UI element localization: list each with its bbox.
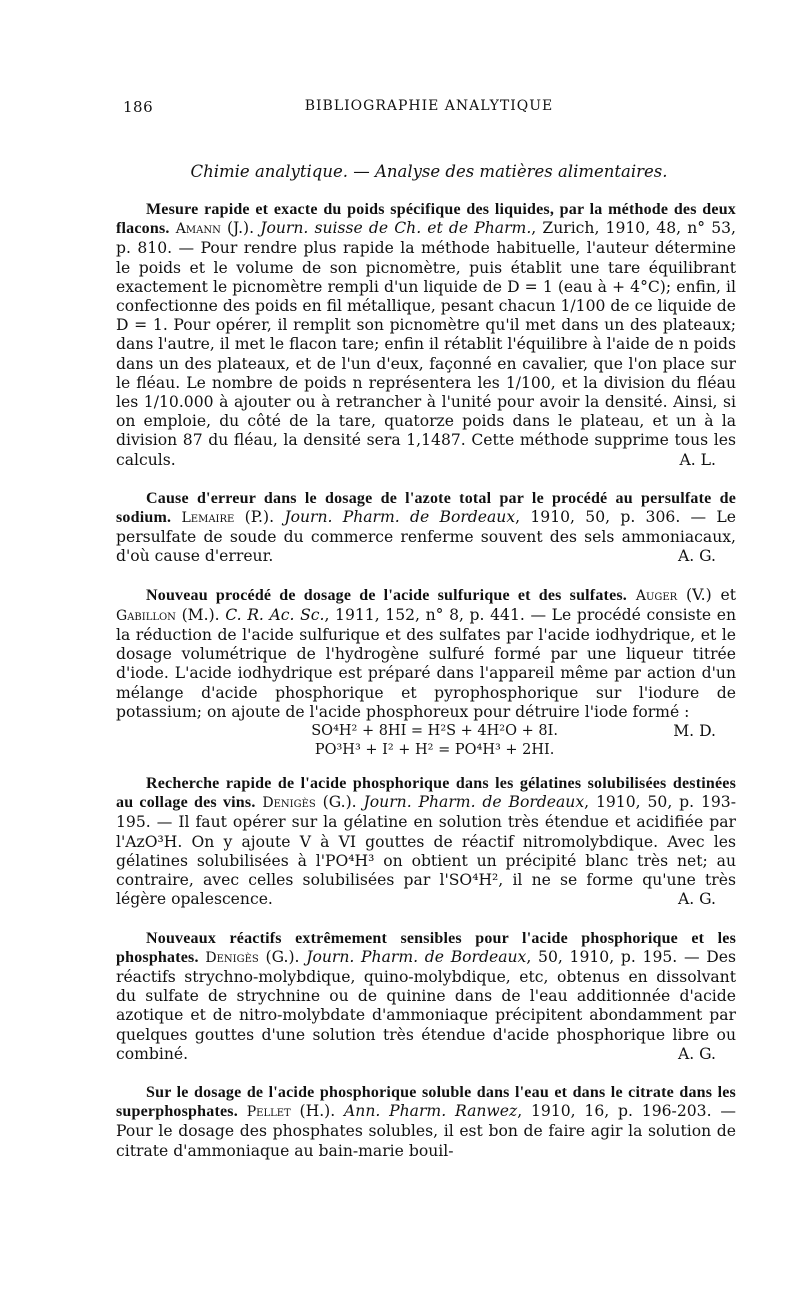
article-body: — Pour le dosage des phosphates solubles, il est bon de faire agir la solution de citrate d'ammoniaque au bain-marie bouil- [116,1102,736,1160]
article-source: C. R. Ac. Sc. [225,605,325,624]
article-citation: , 1911, 152, n° 8, p. 441. [324,605,525,624]
article-5 [116,929,736,1064]
article-body: — Il faut opérer sur la gélatine en solution très étendue et acidifiée par l'AzO³H. On y ajoute V à VI gouttes de réactif nitromolybdique. Avec les gélatines solubilisées à l'PO⁴H³ on obtient un précipité blanc très net; au contraire, avec celles solubilisées par l'SO⁴H², il ne se forme qu'une très légère opalescence. [116,813,736,909]
article-signature: A. G. [677,547,716,566]
article-author: Amann [175,221,221,238]
article-author-initial: (J.). [226,219,255,238]
article-body: — Des réactifs strychno-molybdique, quino-molybdique, etc, obtenus en dissolvant du sulfate de strychnine ou de quinine dans de l'eau additionnée d'acide azotique et de nitro-molybdate d'ammoniaque précipitent abondamment par quelques gouttes d'une solution très étendue d'acide phosphorique libre ou combiné. [116,947,736,1063]
article-citation: , 50, 1910, p. 195. [526,947,678,966]
article-title: Sur le dosage de l'acide phosphorique soluble dans l'eau et dans le citrate dans les superphosphates. [116,1083,736,1121]
article-signature: A. G. [677,890,716,909]
article-author: Lemaire [181,510,235,527]
formula-line: SO⁴H² + 8HI = H²S + 4H²O + 8I. [311,723,558,740]
article-title: Cause d'erreur dans le dosage de l'azote total par le procédé au persulfate de sodium. [116,489,736,527]
article-author-initial: (G.). [265,947,300,966]
article-citation: , 1910, 50, p. 193-195. [116,793,736,832]
article-signature: M. D. [673,722,716,741]
article-author: Denigès [262,795,316,812]
page-number: 186 [123,98,154,116]
article-body: — Le persulfate de soude du commerce renferme souvent des sels ammoniacaux, d'où cause d'erreur. [116,508,736,566]
article-citation: , 1910, 16, p. 196-203. [517,1102,712,1121]
article-author-initial: (P.). [244,508,275,527]
section-title: Chimie analytique. — Analyse des matières alimentaires. [190,162,668,181]
article-4 [116,774,736,909]
article-author-initial: (G.). [322,793,357,812]
article-citation: , 1910, 50, p. 306. [515,508,681,527]
page-header [123,98,735,118]
article-title: Nouveaux réactifs extrêmement sensibles pour l'acide phosphorique et les phosphates. [116,929,736,966]
article-1 [116,200,736,470]
article-body: — Le procédé consiste en la réduction de l'acide sulfurique et des sulfates par l'acide iodhydrique, et le dosage volumétrique de l'hydrogène sulfuré formé par une liqueur titrée d'iode. L'acide iodhydrique est préparé dans l'appareil même par action d'un mélange d'acide phosphorique et pyrophosphorique sur l'iodure de potassium; on ajoute de l'acide phosphoreux pour détruire l'iode formé : [116,605,736,721]
running-title: BIBLIOGRAPHIE ANALYTIQUE [304,98,554,114]
article-source: Journ. suisse de Ch. et de Pharm. [260,219,532,238]
article-author-2: Gabillon [116,607,176,624]
article-citation: , Zurich, 1910, 48, n° 53, p. 810. [116,219,737,258]
formula-line: PO³H³ + I² + H² = PO⁴H³ + 2HI. [314,742,555,759]
article-list [116,200,736,1180]
article-author: Auger [635,587,678,604]
article-author-2-initial: (M.). [181,605,220,624]
article-6 [116,1083,736,1161]
article-source: Journ. Pharm. de Bordeaux [306,947,527,966]
article-author-initial: (H.). [299,1102,336,1121]
article-title: Recherche rapide de l'acide phosphorique dans les gélatines solubilisées destinées au collage des vins. [116,775,736,812]
article-signature: A. G. [677,1044,716,1063]
article-source: Journ. Pharm. de Bordeaux [284,508,516,527]
article-2 [116,489,736,567]
article-source: Journ. Pharm. de Bordeaux [363,793,585,812]
article-author-initial: (V.) et [686,585,736,604]
article-title: Nouveau procédé de dosage de l'acide sulfurique et des sulfates. [146,586,627,604]
article-title: Mesure rapide et exacte du poids spécifique des liquides, par la méthode des deux flacons. [116,201,736,238]
article-source: Ann. Pharm. Ranwez [344,1102,518,1121]
article-signature: A. L. [679,450,716,469]
article-author: Pellet [246,1104,291,1121]
article-author: Denigès [205,949,259,966]
article-body: — Pour rendre plus rapide la méthode habituelle, l'auteur détermine le poids et le volume de son picnomètre, puis établit une tare équilibrant exactement le picnomètre rempli d'un liquide de D = 1 (eau à + 4°C); enfin, il confectionne des poids en fil métallique, pesant chacun 1/100 de ce liquide de D = 1. Pour opérer, il remplit son picnomètre qu'il met dans un des plateaux; dans l'autre, il met le flacon tare; enfin il rétablit l'équilibre à l'aide de n poids dans un des plateaux, et de l'un d'eux, façonné en cavalier, que l'on place sur le fléau. Le nombre de poids n représentera les 1/100, et la division du fléau les 1/10.000 à ajouter ou à retrancher à l'unité pour avoir la densité. Ainsi, si on emploie, du côté de la tare, quatorze poids dans le plateau, et un à la division 87 du fléau, la densité sera 1,1487. Cette méthode supprime tous les calculs. [116,239,737,469]
